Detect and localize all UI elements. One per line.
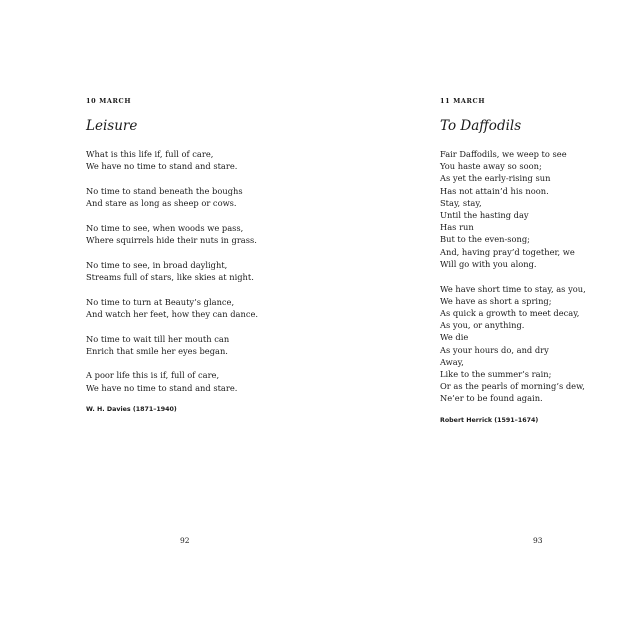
right-page-content bbox=[440, 97, 630, 424]
poem-line: We have no time to stand and stare. bbox=[86, 382, 238, 393]
poem-stanza bbox=[86, 185, 306, 209]
poem-stanza bbox=[440, 148, 630, 270]
poem-line: Ne’er to be found again. bbox=[440, 393, 543, 404]
poem-line: No time to see, when woods we pass, bbox=[86, 222, 244, 233]
left-poem-body bbox=[86, 148, 306, 394]
left-date: 10 MARCH bbox=[86, 97, 132, 105]
left-page-number: 92 bbox=[180, 536, 190, 545]
poem-stanza bbox=[86, 296, 306, 320]
poem-line: But to the even-song; bbox=[440, 234, 530, 245]
right-page-number: 93 bbox=[533, 536, 543, 545]
poem-stanza bbox=[86, 369, 306, 393]
poem-line: Like to the summer’s rain; bbox=[440, 368, 552, 379]
poem-line: Stay, stay, bbox=[440, 197, 482, 208]
poem-line: As you, or anything. bbox=[440, 320, 525, 331]
poem-line: Away, bbox=[440, 356, 464, 367]
right-poem-title: To Daffodils bbox=[440, 118, 522, 134]
poem-line: Until the hasting day bbox=[440, 210, 529, 221]
poem-line: A poor life this is if, full of care, bbox=[86, 370, 220, 381]
poem-stanza bbox=[86, 148, 306, 172]
poem-line: We have short time to stay, as you, bbox=[440, 283, 586, 294]
poem-line: Or as the pearls of morning’s dew, bbox=[440, 381, 585, 392]
poem-line: Has not attain’d his noon. bbox=[440, 185, 549, 196]
left-poem-title: Leisure bbox=[86, 118, 138, 134]
poem-line: We have as short a spring; bbox=[440, 295, 552, 306]
poem-line: We have no time to stand and stare. bbox=[86, 161, 238, 172]
poem-line: As quick a growth to meet decay, bbox=[440, 307, 580, 318]
poem-line: Streams full of stars, like skies at night. bbox=[86, 271, 254, 282]
poem-line: Where squirrels hide their nuts in grass. bbox=[86, 235, 257, 246]
poem-line: As yet the early-rising sun bbox=[440, 173, 551, 184]
poem-stanza bbox=[86, 259, 306, 283]
poem-line: And stare as long as sheep or cows. bbox=[86, 198, 237, 209]
left-poem-author: W. H. Davies (1871–1940) bbox=[86, 406, 177, 414]
poem-line: As your hours do, and dry bbox=[440, 344, 549, 355]
right-date: 11 MARCH bbox=[440, 97, 486, 105]
poem-line: No time to turn at Beauty’s glance, bbox=[86, 296, 235, 307]
poem-stanza bbox=[86, 222, 306, 246]
poem-stanza bbox=[86, 333, 306, 357]
poem-stanza bbox=[440, 283, 630, 405]
left-page-content bbox=[86, 97, 306, 413]
poem-line: Fair Daffodils, we weep to see bbox=[440, 149, 567, 159]
right-poem-author: Robert Herrick (1591–1674) bbox=[440, 417, 539, 425]
poem-line: No time to see, in broad daylight, bbox=[86, 259, 228, 270]
poem-line: And, having pray’d together, we bbox=[440, 246, 575, 257]
poem-line: What is this life if, full of care, bbox=[86, 149, 214, 159]
poem-line: You haste away so soon; bbox=[440, 161, 542, 172]
poem-line: Enrich that smile her eyes began. bbox=[86, 345, 228, 356]
poem-line: Will go with you along. bbox=[440, 258, 537, 269]
poem-line: We die bbox=[440, 332, 469, 343]
poem-line: No time to stand beneath the boughs bbox=[86, 185, 243, 196]
poem-line: And watch her feet, how they can dance. bbox=[86, 308, 259, 319]
poem-line: No time to wait till her mouth can bbox=[86, 333, 230, 344]
right-poem-body bbox=[440, 148, 630, 405]
poem-line: Has run bbox=[440, 222, 474, 233]
right-page bbox=[320, 0, 640, 640]
